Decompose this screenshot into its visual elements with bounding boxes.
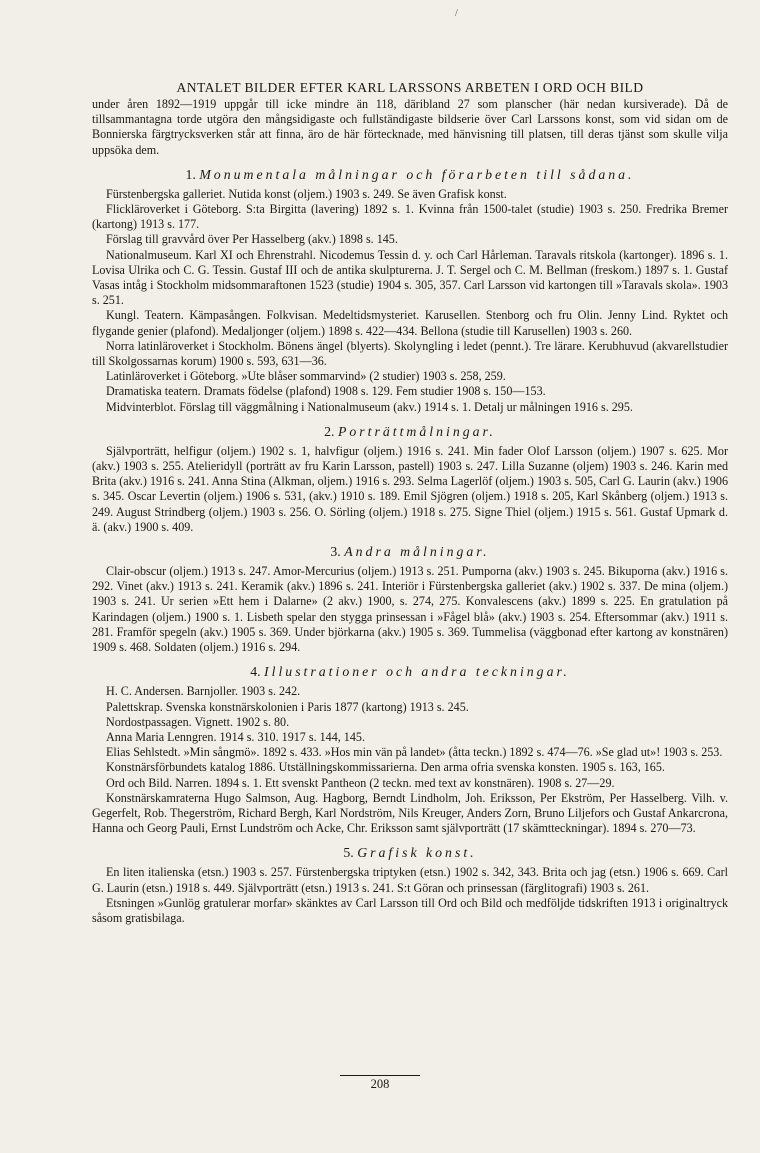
section-number: 3. — [330, 544, 341, 560]
entry-paragraph: Elias Sehlstedt. »Min sångmö». 1892 s. 433. »Hos min vän på landet» (åtta teckn.) 1892 s. 474—76. »Se glad ut»! 1903 s. 253. — [106, 745, 723, 760]
entry-paragraph: Konstnärskamraterna Hugo Salmson, Aug. Hagborg, Berndt Lindholm, Joh. Eriksson, Per Ekström, Per Hasselberg. Vilh. v. Gegerfelt, Rob. Thegerström, Richard Bergh, Karl Nordström, Nils Kreuger, Anders Zorn, Bruno Liljefors och Gustaf Ankarcrona, Hanna och Georg Pauli, Ernst Lundström och Acke, Chr. Eriksson samt självporträtt (17 skämtteckningar). 1894 s. 270—73. — [92, 790, 728, 836]
entry-paragraph: Självporträtt, helfigur (oljem.) 1902 s. 1, halvfigur (oljem.) 1916 s. 241. Min fader Olof Larsson (oljem.) 1907 s. 625. Mor (akv.) 1903 s. 255. Atelieridyll (porträtt av fru Karin Larsson, pastell) 1903 s. 247. Lilla Suzanne (oljem) 1903 s. 246. Karin med Brita (akv.) 1916 s. 241. Anna Stina (Alkman, oljem.) 1916 s. 293. Selma Lagerlöf (oljem.) 1903 s. 505, Carl G. Laurin (akv.) 1906 s. 345. Oscar Levertin (oljem.) 1906 s. 531, (akv.) 1910 s. 189. Emil Sjögren (oljem.) 1918 s. 205, Karl Skånberg (oljem.) 1913 s. 249. August Strindberg (oljem.) 1903 s. 256. O. Sörling (oljem.) 1918 s. 275. Signe Thiel (oljem.) 1915 s. 561. Gustaf Upmark d. ä. (akv.) 1900 s. 409. — [92, 443, 728, 534]
entry-paragraph: Fürstenbergska galleriet. Nutida konst (oljem.) 1903 s. 249. Se även Grafisk konst. — [106, 186, 507, 201]
entry-paragraph: Flickläroverket i Göteborg. S:ta Birgitta (lavering) 1892 s. 1. Kvinna från 1500-talet (studie) 1903 s. 250. Fredrika Bremer (kartong) 1913 s. 177. — [92, 202, 728, 232]
entry-paragraph: Förslag till gravvård över Per Hasselberg (akv.) 1898 s. 145. — [106, 232, 398, 247]
entry-paragraph: Palettskrap. Svenska konstnärskolonien i Paris 1877 (kartong) 1913 s. 245. — [106, 699, 469, 714]
margin-mark: / — [455, 8, 458, 19]
entry-paragraph: Nationalmuseum. Karl XI och Ehrenstrahl. Nicodemus Tessin d. y. och Carl Hårleman. Taravals ritskola (kartonger). 1896 s. 1. Lovisa Ulrika och C. G. Tessin. Gustaf III och de antika skulpturerna. J. T. Sergel och C. M. Bellman (freskom.) 1897 s. 1. Gustaf Vasas intåg i Stockholm midsommaraftonen 1523 (studie) 1904 s. 305, 357. Carl Larsson vid kartongen till »Taravals skola». 1903 s. 251. — [92, 247, 728, 308]
section-title: Porträttmålningar. — [337, 423, 496, 439]
section-heading — [92, 423, 728, 440]
entry-paragraph: Dramatiska teatern. Dramats födelse (plafond) 1908 s. 129. Fem studier 1908 s. 150—153. — [106, 384, 546, 399]
section-number: 1. — [185, 166, 196, 182]
entry-paragraph: Midvinterblot. Förslag till väggmålning i Nationalmuseum (akv.) 1914 s. 1. Detalj ur målningen 1916 s. 295. — [106, 399, 633, 414]
section-number: 2. — [324, 423, 335, 439]
entry-paragraph: Clair-obscur (oljem.) 1913 s. 247. Amor-Mercurius (oljem.) 1913 s. 251. Pumporna (akv.) 1903 s. 245. Bikuporna (akv.) 1916 s. 292. Vinet (akv.) 1913 s. 241. Keramik (akv.) 1896 s. 241. Interiör i Fürstenbergska galleriet (akv.) 1902 s. 337. De mina (oljem.) 1903 s. 241. Ur serien »Ett hem i Dalarne» (2 akv.) 1900, s. 274, 275. Konvalescens (akv.) 1899 s. 225. En gratulation på Karindagen (oljem.) 1900 s. 1. Lisbeth spelar den stygga prinsessan i »Fågel blå» (akv.) 1903 s. 254. Eftersommar (akv.) 1911 s. 281. Framför spegeln (akv.) 1905 s. 369. Under björkarna (akv.) 1905 s. 369. Tummelisa (väggbonad efter kartong av konstnären) 1909 s. 468. Soldaten (oljem.) 1916 s. 294. — [92, 564, 728, 655]
entry-paragraph: Kungl. Teatern. Kämpasången. Folkvisan. Medeltidsmysteriet. Karusellen. Stenborg och fru Olin. Jenny Lind. Ryktet och flygande genier (plafond). Medaljonger (oljem.) 1898 s. 422—434. Bellona (studie till Karusellen) 1903 s. 260. — [92, 308, 728, 338]
entry-paragraph: En liten italienska (etsn.) 1903 s. 257. Fürstenbergska triptyken (etsn.) 1902 s. 342, 343. Brita och jag (etsn.) 1906 s. 669. Carl G. Laurin (etsn.) 1918 s. 449. Självporträtt (etsn.) 1913 s. 241. S:t Göran och prinsessan (färglitografi) 1903 s. 261. — [92, 865, 728, 895]
entry-paragraph: H. C. Andersen. Barnjoller. 1903 s. 242. — [106, 684, 301, 699]
entry-paragraph: Etsningen »Gunlög gratulerar morfar» skänktes av Carl Larsson till Ord och Bild och medföljde tidskriften 1913 i originaltryck såsom gratisbilaga. — [92, 895, 728, 925]
entry-paragraph: Anna Maria Lenngren. 1914 s. 310. 1917 s. 144, 145. — [106, 729, 365, 744]
entry-paragraph: Konstnärsförbundets katalog 1886. Utställningskommissarierna. Den arma ofria svenska konsten. 1905 s. 163, 165. — [106, 760, 665, 775]
document-page — [92, 80, 728, 926]
section-heading — [92, 663, 728, 680]
sections-container — [92, 166, 728, 926]
entry-paragraph: Ord och Bild. Narren. 1894 s. 1. Ett svenskt Pantheon (2 teckn. med text av konstnären). 1908 s. 27—29. — [106, 775, 615, 790]
entry-paragraph: Norra latinläroverket i Stockholm. Bönens ängel (blyerts). Skolyngling i ledet (pennt.). Tre lärare. Kerubhuvud (akvarellstudier till Skolgossarnas korum) 1900 s. 593, 631—36. — [92, 338, 728, 369]
section-title: Monumentala målningar och förarbeten till sådana. — [199, 166, 635, 182]
page-title: ANTALET BILDER EFTER KARL LARSSONS ARBETEN I ORD OCH BILD — [176, 80, 644, 95]
section-title: Andra målningar. — [344, 544, 490, 560]
section-heading — [92, 166, 728, 183]
section-title: Grafisk konst. — [357, 845, 477, 861]
section-heading — [92, 543, 728, 560]
entry-paragraph: Latinläroverket i Göteborg. »Ute blåser sommarvind» (2 studier) 1903 s. 258, 259. — [106, 369, 506, 384]
intro-paragraph: under åren 1892—1919 uppgår till icke mindre än 118, däribland 27 som planscher (här nedan kursiverade). Då de tillsammantagna torde utgöra den mångsidigaste och fullständigaste bildserie över Carl Larssons konst, som vid sidan om de Bonnierska färgtrycksverken står att finna, äro de här förtecknade, med hänvisning till platsen, till deras tjänst som skulle vilja uppsöka dem. — [92, 97, 728, 157]
section-title: Illustrationer och andra teckningar. — [264, 664, 570, 680]
section-number: 5. — [343, 845, 354, 861]
page-number: 208 — [340, 1075, 420, 1092]
section-number: 4. — [250, 664, 261, 680]
entry-paragraph: Nordostpassagen. Vignett. 1902 s. 80. — [106, 714, 290, 729]
section-heading — [92, 844, 728, 861]
